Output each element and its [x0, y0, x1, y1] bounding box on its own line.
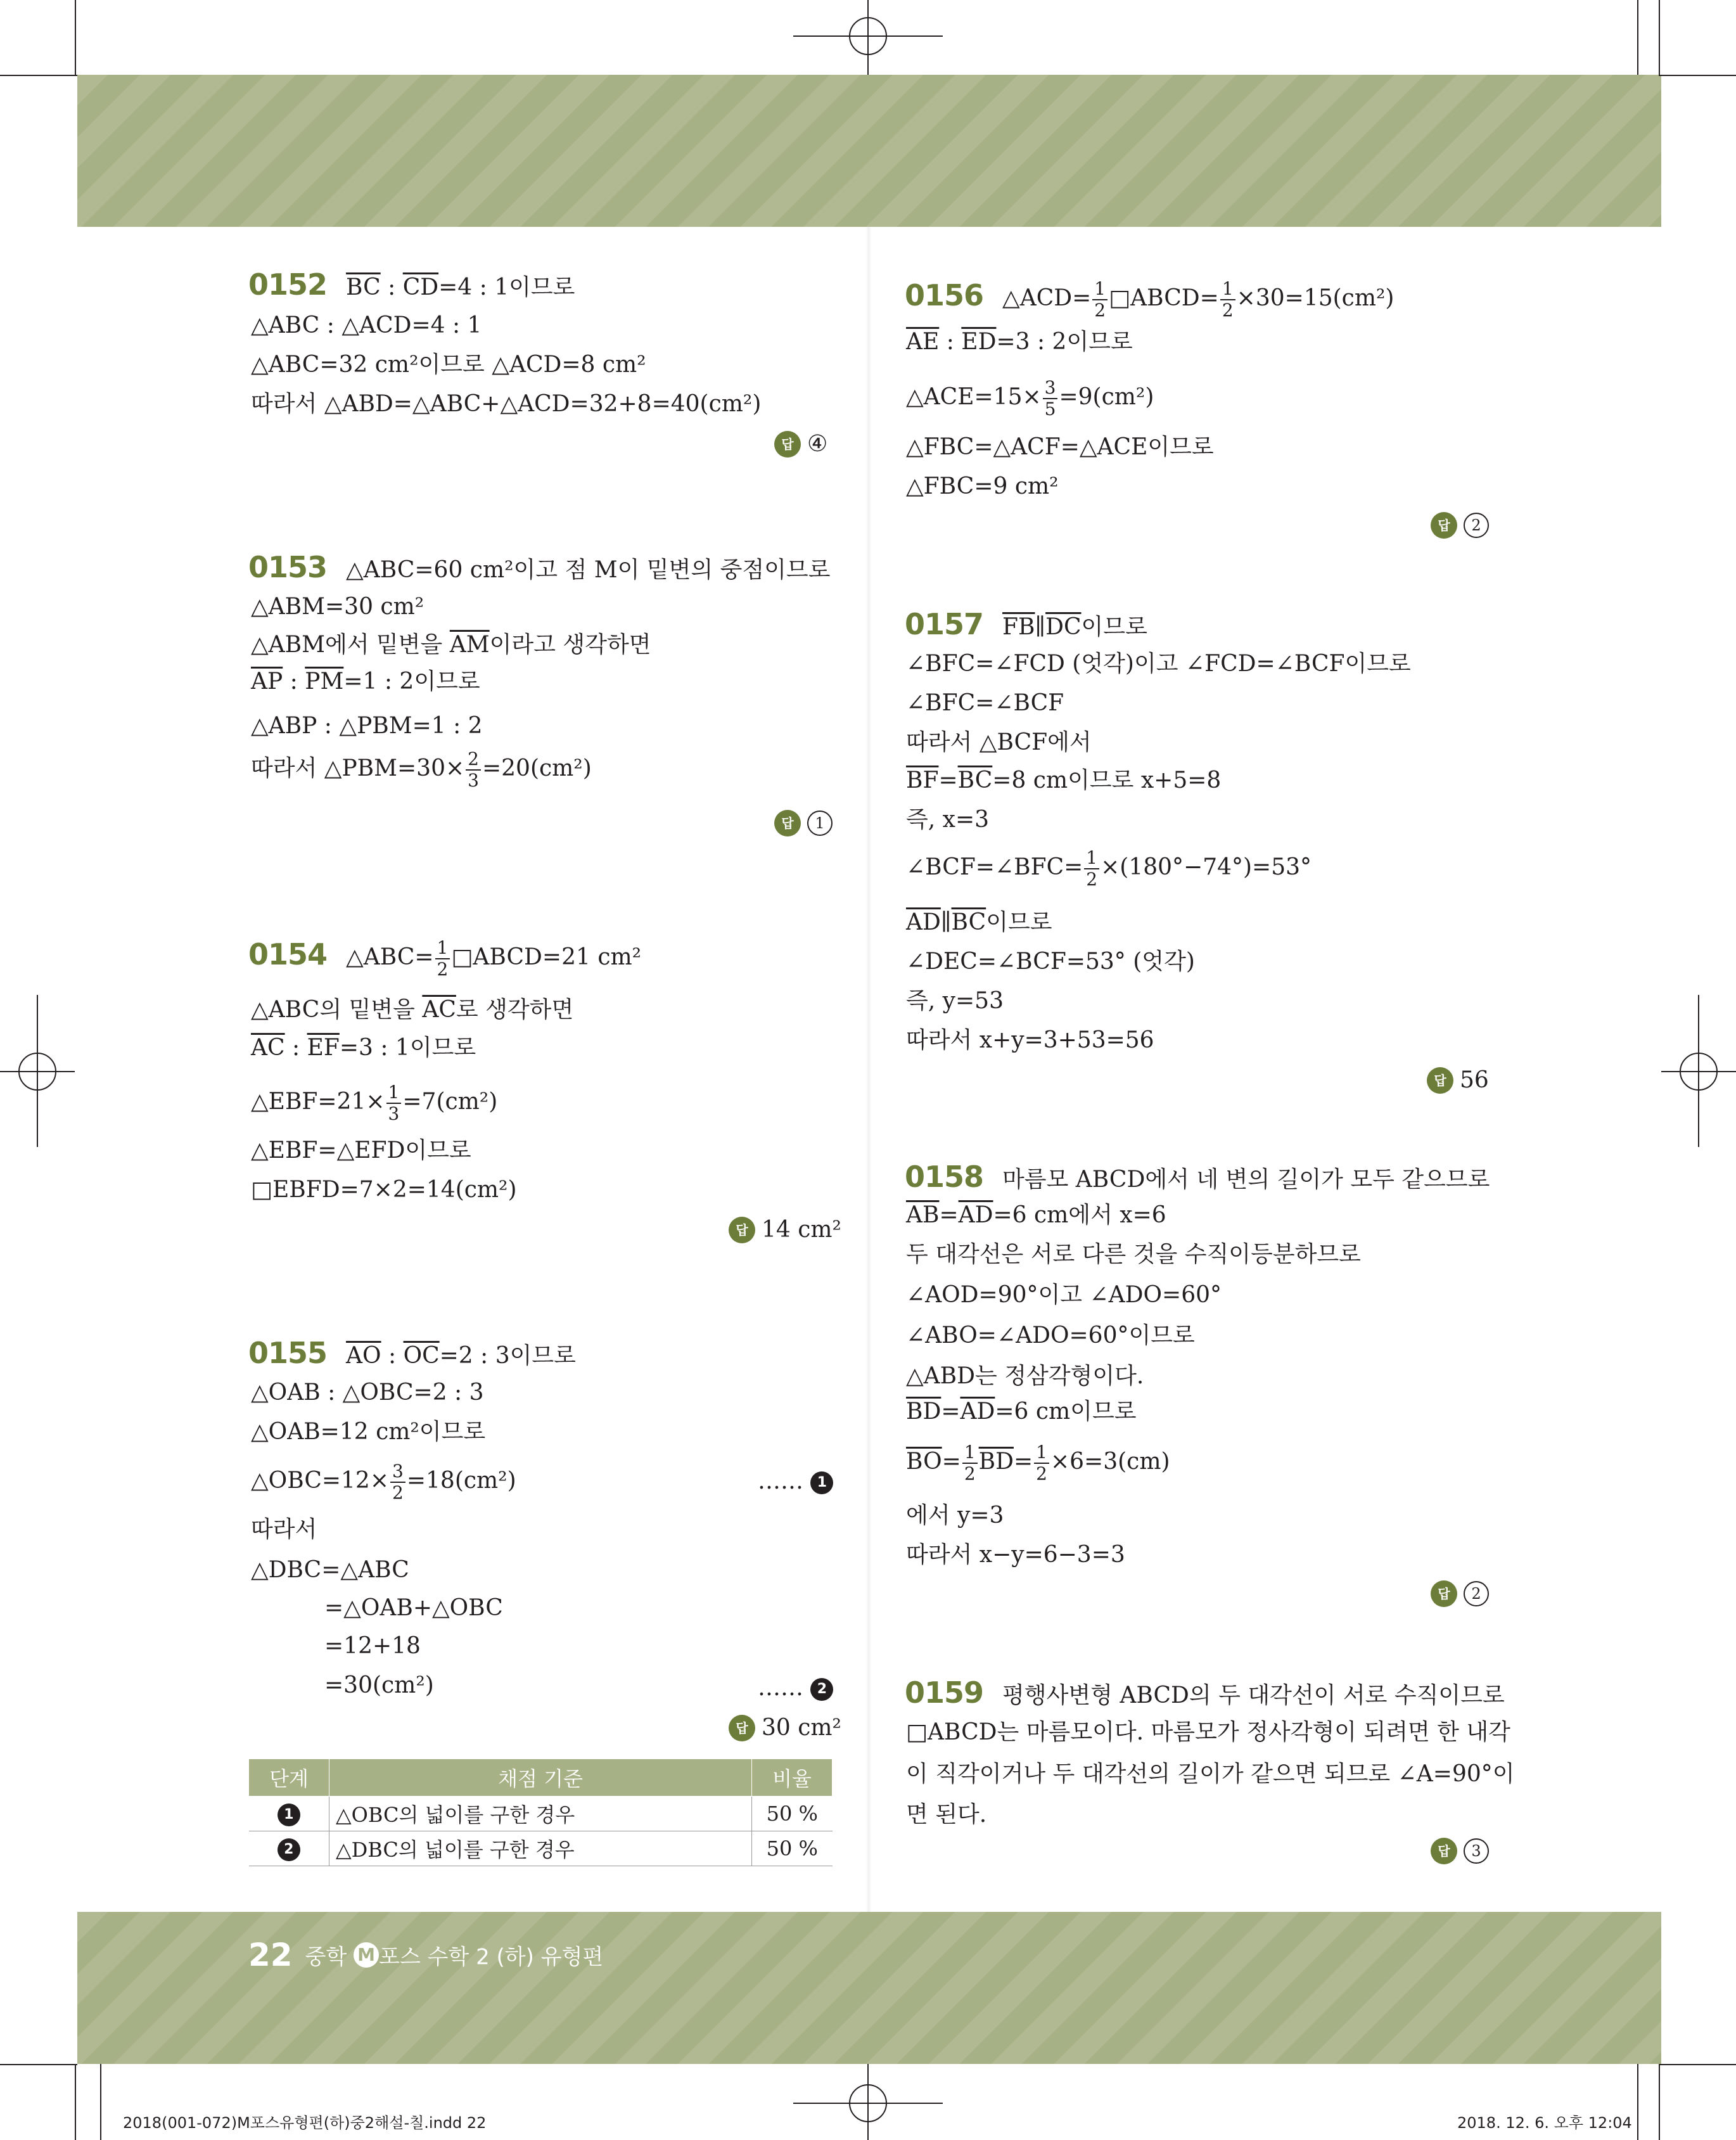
denominator: 2	[437, 959, 449, 980]
solution-line: △OAB : △OBC=2 : 3	[251, 1380, 484, 1406]
text: =3 : 2이므로	[996, 329, 1133, 355]
crop-mark	[75, 0, 76, 75]
answer-value: 1	[807, 811, 833, 836]
problem-number: 0156	[905, 278, 984, 313]
answer	[729, 1217, 841, 1243]
solution-line	[251, 1037, 476, 1060]
text: △OBC=12×	[251, 1468, 390, 1494]
denominator: 2	[392, 1482, 404, 1504]
numerator: 1	[386, 1082, 402, 1104]
segment: $\overline{AC}$	[251, 1035, 285, 1061]
denominator: 3	[388, 1103, 400, 1125]
segment: $\overline{BF}$	[906, 767, 939, 793]
solution-line	[905, 607, 1147, 641]
grading-table	[248, 1759, 833, 1866]
numerator: 3	[390, 1461, 405, 1483]
solution-line: 두 대각선은 서로 다른 것을 수직이등분하므로	[906, 1241, 1361, 1267]
text: △ACD=	[1002, 285, 1092, 312]
problem-number: 0153	[248, 550, 328, 584]
solution-line: ∠DEC=∠BCF=53° (엇각)	[906, 949, 1195, 975]
solution-line	[906, 331, 1133, 354]
fraction	[1092, 279, 1107, 321]
numerator: 1	[962, 1442, 978, 1464]
text: △ABM에서 밑변을	[251, 632, 450, 658]
answer	[1431, 1838, 1489, 1864]
step-marker	[758, 1470, 833, 1494]
denominator: 2	[1086, 869, 1098, 890]
text: ∠BCF=∠BFC=	[906, 854, 1083, 881]
fraction	[466, 749, 481, 791]
fraction	[1220, 279, 1235, 321]
solution-line: =△OAB+△OBC	[324, 1595, 503, 1621]
segment: $\overline{AM}$	[449, 632, 490, 658]
m-logo-icon: M	[354, 1942, 379, 1968]
numerator: 1	[1220, 279, 1235, 300]
fraction	[435, 938, 450, 980]
text: =9(cm²)	[1059, 384, 1154, 411]
solution-line: =12+18	[324, 1633, 421, 1659]
segment: $\overline{DC}$	[1045, 614, 1082, 640]
text: △ABC=60 cm²이고 점 M이 밑변의 중점이므로	[346, 557, 831, 583]
segment: $\overline{AP}$	[251, 669, 283, 695]
segment: $\overline{AD}$	[960, 1399, 995, 1425]
page-gutter	[865, 227, 872, 1912]
solution-line: ∠BFC=∠FCD (엇각)이고 ∠FCD=∠BCF이므로	[906, 651, 1411, 677]
footer-title	[248, 1937, 603, 1973]
segment: $\overline{PM}$	[305, 669, 344, 695]
answer	[729, 1715, 841, 1741]
solution-line: △DBC=△ABC	[251, 1557, 409, 1583]
solution-line	[251, 1082, 497, 1124]
solution-line	[906, 378, 1154, 420]
solution-line: 에서 y=3	[906, 1502, 1004, 1528]
fraction	[962, 1442, 978, 1484]
answer-badge: 답	[774, 431, 801, 458]
text: =2 : 3이므로	[439, 1343, 576, 1369]
solution-line: △ABP : △PBM=1 : 2	[251, 713, 483, 739]
table-row	[249, 1797, 833, 1831]
text: =8 cm이므로 x+5=8	[992, 767, 1222, 793]
crop-mark	[0, 75, 77, 76]
denominator: 2	[1094, 300, 1106, 321]
solution-line: △OAB=12 cm²이므로	[251, 1419, 486, 1445]
text: 따라서 △PBM=30×	[251, 755, 465, 782]
segment: $\overline{AO}$	[346, 1343, 381, 1369]
numerator: 3	[1043, 378, 1058, 399]
numerator: 1	[435, 938, 450, 959]
solution-line: △ABM=30 cm²	[251, 594, 424, 620]
table-row	[249, 1831, 833, 1866]
segment: $\overline{BD}$	[978, 1449, 1014, 1475]
text: 이므로	[1081, 614, 1147, 640]
dots: ……	[758, 1675, 803, 1701]
answer-badge: 답	[1431, 1580, 1457, 1607]
solution-line	[251, 1461, 516, 1503]
solution-line	[905, 279, 1394, 321]
fraction	[1043, 378, 1058, 420]
answer-badge: 답	[1431, 1838, 1457, 1864]
registration-mark	[18, 1053, 56, 1091]
fraction	[1034, 1442, 1049, 1484]
solution-line	[906, 1400, 1137, 1423]
table-header-cell: 채점 기준	[329, 1759, 752, 1797]
problem-number: 0159	[905, 1675, 984, 1710]
solution-line	[248, 1338, 576, 1368]
denominator: 3	[468, 770, 479, 791]
numerator: 1	[1084, 848, 1099, 869]
solution-line	[906, 911, 1052, 934]
table-header-cell: 비율	[752, 1759, 833, 1797]
text: △ABC=	[346, 944, 434, 971]
text: 이라고 생각하면	[489, 632, 651, 658]
text: 마름모 ABCD에서 네 변의 길이가 모두 같으므로	[1002, 1167, 1490, 1193]
footer-band	[77, 1912, 1661, 2064]
segment: $\overline{AB}$	[906, 1202, 940, 1228]
print-slug-date: 2018. 12. 6. 오후 12:04	[1457, 2114, 1632, 2132]
segment: $\overline{BD}$	[906, 1399, 941, 1425]
solution-line: △FBC=9 cm²	[906, 473, 1059, 499]
footer-text: 포스 수학 2 (하) 유형편	[379, 1944, 604, 1970]
text: :	[284, 1035, 307, 1061]
solution-line: 따라서	[251, 1516, 317, 1542]
solution-line: 따라서 △BCF에서	[906, 729, 1092, 755]
crop-mark	[1659, 0, 1660, 75]
solution-line: 즉, x=3	[906, 807, 990, 833]
solution-line: 면 된다.	[906, 1802, 987, 1828]
solution-line	[906, 769, 1221, 792]
step-number: 2	[810, 1678, 833, 1701]
solution-line	[251, 634, 651, 657]
solution-line: □EBFD=7×2=14(cm²)	[251, 1177, 517, 1203]
answer	[1427, 1067, 1489, 1094]
answer-value: 30 cm²	[762, 1715, 841, 1741]
problem-number: 0152	[248, 267, 328, 302]
solution-line: ∠BFC=∠BCF	[906, 690, 1064, 716]
text: =7(cm²)	[402, 1089, 498, 1115]
fraction	[386, 1082, 402, 1124]
crop-mark	[1659, 2064, 1660, 2140]
solution-line: □ABCD는 마름모이다. 마름모가 정사각형이 되려면 한 내각	[906, 1719, 1510, 1745]
denominator: 2	[1036, 1463, 1047, 1485]
step-number: 1	[810, 1471, 833, 1494]
segment: $\overline{OC}$	[403, 1343, 440, 1369]
registration-mark	[849, 17, 887, 55]
step-number: 2	[278, 1838, 300, 1861]
text: =6 cm에서 x=6	[993, 1202, 1166, 1228]
answer-value: 14 cm²	[762, 1217, 841, 1243]
text: =3 : 1이므로	[339, 1035, 476, 1061]
text: ×6=3(cm)	[1050, 1449, 1170, 1475]
segment: $\overline{AD}$	[958, 1202, 993, 1228]
solution-line: △ABC : △ACD=4 : 1	[251, 312, 482, 338]
solution-line: 따라서 △ABD=△ABC+△ACD=32+8=40(cm²)	[251, 391, 762, 417]
solution-line	[251, 999, 573, 1022]
crop-mark	[1637, 2064, 1638, 2140]
numerator: 2	[466, 749, 481, 771]
answer-value: 3	[1464, 1838, 1489, 1864]
print-slug-file: 2018(001-072)M포스유형편(하)중2해설-칠.indd 22	[123, 2114, 487, 2132]
solution-line	[906, 848, 1312, 890]
crop-mark	[1659, 75, 1736, 76]
numerator: 1	[1034, 1442, 1049, 1464]
text: :	[380, 274, 403, 300]
crop-mark	[75, 2064, 76, 2140]
table-cell	[249, 1831, 329, 1866]
solution-line	[248, 550, 831, 584]
table-header	[249, 1759, 833, 1797]
segment: $\overline{AC}$	[422, 997, 456, 1023]
solution-line: =30(cm²)	[324, 1672, 434, 1698]
solution-line	[248, 938, 641, 980]
text: ×(180°−74°)=53°	[1101, 854, 1312, 881]
segment: $\overline{CD}$	[402, 274, 439, 300]
numerator: 1	[1092, 279, 1107, 300]
problem-number: 0157	[905, 607, 984, 641]
solution-line: 따라서 x+y=3+53=56	[906, 1027, 1154, 1053]
crop-mark	[1637, 0, 1638, 75]
registration-mark	[849, 2084, 887, 2122]
text: ×30=15(cm²)	[1236, 285, 1395, 312]
table-cell: 50 %	[752, 1831, 833, 1866]
text: □ABCD=	[1109, 285, 1219, 312]
solution-line	[905, 1675, 1505, 1710]
solution-line: 따라서 x−y=6−3=3	[906, 1542, 1125, 1568]
text: =	[939, 1202, 959, 1228]
segment: $\overline{FB}$	[1002, 614, 1035, 640]
problem-number: 0158	[905, 1160, 984, 1194]
segment: $\overline{ED}$	[961, 329, 997, 355]
text: △EBF=21×	[251, 1089, 385, 1115]
text: :	[381, 1343, 404, 1369]
solution-line: △ABD는 정삼각형이다.	[906, 1363, 1144, 1389]
solution-line: ∠AOD=90°이고 ∠ADO=60°	[906, 1282, 1222, 1308]
segment: $\overline{AD}$	[906, 909, 941, 935]
text: =	[941, 1449, 961, 1475]
segment: $\overline{BO}$	[906, 1449, 942, 1475]
text: =18(cm²)	[406, 1468, 516, 1494]
solution-line: 이 직각이거나 두 대각선의 길이가 같으면 되므로 ∠A=90°이	[906, 1761, 1515, 1787]
answer-badge: 답	[729, 1715, 755, 1741]
text: =	[941, 1399, 961, 1425]
problem-number: 0154	[248, 937, 328, 972]
answer-badge: 답	[729, 1217, 755, 1243]
text: □ABCD=21 cm²	[451, 944, 642, 971]
crop-mark	[100, 2064, 101, 2140]
text: =	[1013, 1449, 1033, 1475]
registration-mark	[1680, 1053, 1718, 1091]
footer-text: 중학	[305, 1944, 354, 1970]
text: ∥	[1035, 614, 1046, 640]
text: :	[939, 329, 962, 355]
table-header-cell: 단계	[249, 1759, 329, 1797]
answer-badge: 답	[774, 810, 801, 836]
answer	[1431, 512, 1489, 539]
crop-mark	[1659, 2064, 1736, 2065]
solution-line: △EBF=△EFD이므로	[251, 1137, 471, 1163]
fraction	[390, 1461, 405, 1503]
answer	[1431, 1580, 1489, 1607]
segment: $\overline{EF}$	[307, 1035, 340, 1061]
solution-line	[906, 1442, 1170, 1484]
text: 평행사변형 ABCD의 두 대각선이 서로 수직이므로	[1002, 1682, 1505, 1708]
answer	[774, 810, 833, 836]
header-band	[77, 75, 1661, 227]
table-cell	[249, 1797, 329, 1831]
denominator: 2	[1222, 300, 1234, 321]
text: =6 cm이므로	[995, 1399, 1137, 1425]
step-number: 1	[278, 1804, 300, 1826]
text: =4 : 1이므로	[438, 274, 575, 300]
text: △ABC의 밑변을	[251, 997, 423, 1023]
answer-value: 2	[1464, 513, 1489, 538]
answer-badge: 답	[1431, 512, 1457, 539]
text: :	[283, 669, 305, 695]
denominator: 2	[964, 1463, 976, 1485]
page-number: 22	[248, 1937, 293, 1973]
answer	[774, 431, 827, 458]
table-cell: 50 %	[752, 1797, 833, 1831]
text: =20(cm²)	[482, 755, 592, 782]
table-cell: △DBC의 넓이를 구한 경우	[329, 1831, 752, 1866]
text: 로 생각하면	[456, 997, 574, 1023]
text: =	[938, 767, 958, 793]
solution-line	[905, 1160, 1490, 1194]
solution-line: △ABC=32 cm²이므로 △ACD=8 cm²	[251, 352, 646, 378]
dots: ……	[758, 1468, 803, 1494]
solution-line	[251, 749, 592, 791]
segment: $\overline{BC}$	[957, 767, 993, 793]
segment: $\overline{BC}$	[346, 274, 381, 300]
text: △ACE=15×	[906, 384, 1042, 411]
segment: $\overline{BC}$	[951, 909, 986, 935]
step-marker	[758, 1677, 833, 1701]
text: ∥	[940, 909, 952, 935]
solution-line	[248, 267, 575, 302]
segment: $\overline{AE}$	[906, 329, 940, 355]
solution-line: 즉, y=53	[906, 988, 1004, 1014]
answer-badge: 답	[1427, 1067, 1453, 1094]
text: 이므로	[986, 909, 1052, 935]
solution-line	[906, 1204, 1166, 1227]
crop-mark	[0, 2064, 77, 2065]
answer-value: ④	[807, 431, 828, 457]
table-cell: △OBC의 넓이를 구한 경우	[329, 1797, 752, 1831]
problem-number: 0155	[248, 1336, 328, 1370]
text: =1 : 2이므로	[343, 669, 480, 695]
denominator: 5	[1044, 399, 1056, 420]
fraction	[1084, 848, 1099, 890]
solution-line: △FBC=△ACF=△ACE이므로	[906, 434, 1214, 460]
answer-value: 2	[1464, 1581, 1489, 1606]
solution-line	[251, 670, 480, 693]
solution-line: ∠ABO=∠ADO=60°이므로	[906, 1323, 1195, 1349]
answer-value: 56	[1460, 1067, 1489, 1093]
